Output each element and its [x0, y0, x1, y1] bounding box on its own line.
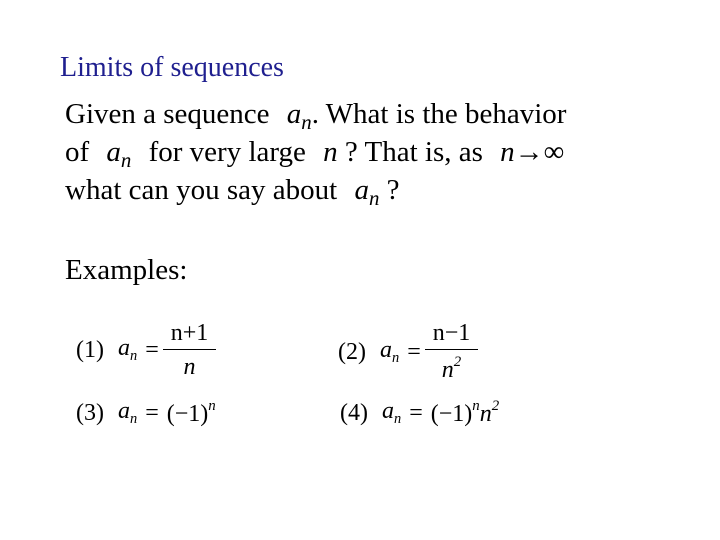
example-number: (4) — [340, 399, 368, 426]
examples-label: Examples: — [65, 254, 188, 286]
equals-sign: = — [145, 337, 159, 363]
var-sub-n: n — [301, 109, 312, 134]
example-1 — [76, 320, 212, 381]
var-n: n — [500, 136, 515, 168]
question-text: . What is the behavior — [311, 98, 567, 130]
example-3 — [76, 398, 216, 428]
a-n-term: $a_n$ — [117, 398, 138, 428]
a-n-term: $a_n$ — [379, 337, 400, 367]
var-a: a — [286, 98, 302, 130]
fraction — [429, 320, 475, 384]
question-line-2 — [65, 136, 564, 173]
question-text: for very large — [148, 136, 306, 168]
a-n-term: $a_n$ — [117, 335, 138, 365]
example-number: (1) — [76, 337, 104, 363]
denominator: $n^2$ — [425, 349, 479, 384]
example-number: (2) — [338, 338, 366, 365]
question-text: ? That is, as — [344, 136, 483, 168]
denominator: n — [163, 349, 217, 381]
equals-sign: = — [407, 338, 421, 365]
example-number: (3) — [76, 399, 104, 426]
question-line-3 — [65, 174, 400, 211]
arrow-infinity: →∞ — [514, 136, 565, 168]
power-term: $(-1)^n$ — [166, 398, 216, 428]
var-n: n — [323, 136, 338, 168]
numerator: n−1 — [432, 320, 471, 346]
var-sub-n: n — [368, 185, 380, 210]
a-n-term: $a_n$ — [381, 398, 402, 428]
question-text: ? — [386, 174, 400, 206]
equals-sign: = — [409, 399, 423, 426]
example-4 — [340, 398, 499, 428]
equals-sign: = — [145, 399, 159, 426]
question-text: what can you say about — [65, 174, 338, 206]
question-text: of — [65, 136, 90, 168]
question-line-1 — [65, 98, 566, 135]
slide-title: Limits of sequences — [60, 52, 284, 83]
numerator: n+1 — [170, 320, 209, 346]
var-a: a — [354, 174, 369, 206]
power-term: $(-1)^nn^2$ — [430, 398, 500, 428]
var-sub-n: n — [120, 147, 132, 172]
var-a: a — [106, 136, 121, 168]
fraction — [167, 320, 213, 381]
question-text: Given a sequence — [65, 98, 270, 130]
example-2 — [338, 320, 474, 384]
